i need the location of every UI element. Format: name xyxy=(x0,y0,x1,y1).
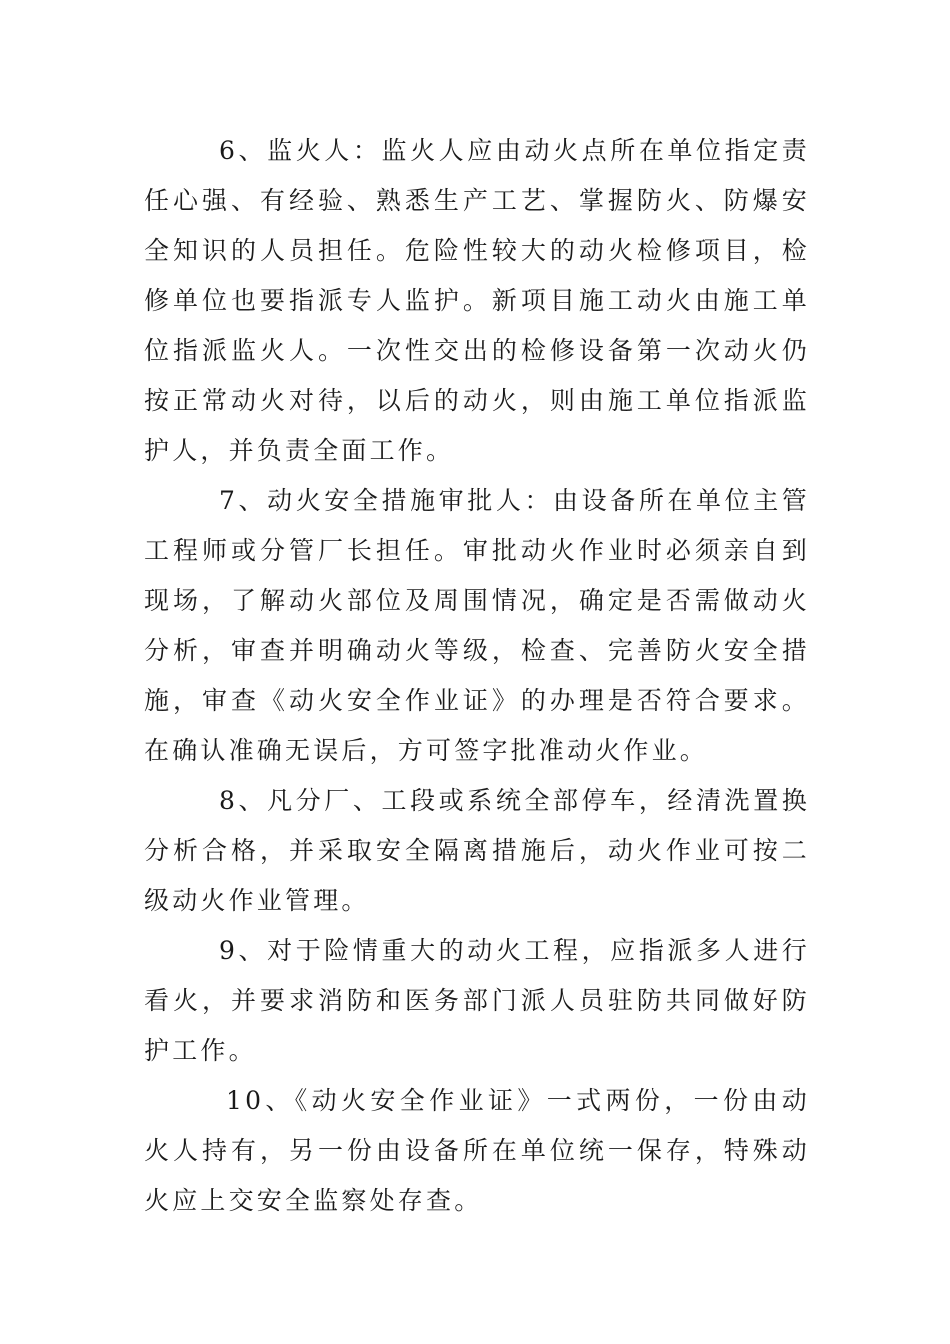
paragraph-item-7: 7、动火安全措施审批人：由设备所在单位主管工程师或分管厂长担任。审批动火作业时必须亲自到现场，了解动火部位及周围情况，确定是否需做动火分析，审查并明确动火等级，检查、完善防火安全措施，审查《动火安全作业证》的办理是否符合要求。在确认准确无误后，方可签字批准动火作业。 xyxy=(144,486,810,765)
paragraph-item-10: 10、《动火安全作业证》一式两份，一份由动火人持有，另一份由设备所在单位统一保存，特殊动火应上交安全监察处存查。 xyxy=(144,1086,810,1215)
paragraph-item-8: 8、凡分厂、工段或系统全部停车，经清洗置换分析合格，并采取安全隔离措施后，动火作业可按二级动火作业管理。 xyxy=(144,786,810,915)
paragraph-item-6: 6、监火人：监火人应由动火点所在单位指定责任心强、有经验、熟悉生产工艺、掌握防火、防爆安全知识的人员担任。危险性较大的动火检修项目，检修单位也要指派专人监护。新项目施工动火由施工单位指派监火人。一次性交出的检修设备第一次动火仍按正常动火对待，以后的动火，则由施工单位指派监护人，并负责全面工作。 xyxy=(144,136,810,465)
document-body xyxy=(144,126,810,1226)
paragraph-item-9: 9、对于险情重大的动火工程，应指派多人进行看火，并要求消防和医务部门派人员驻防共同做好防护工作。 xyxy=(144,936,810,1065)
